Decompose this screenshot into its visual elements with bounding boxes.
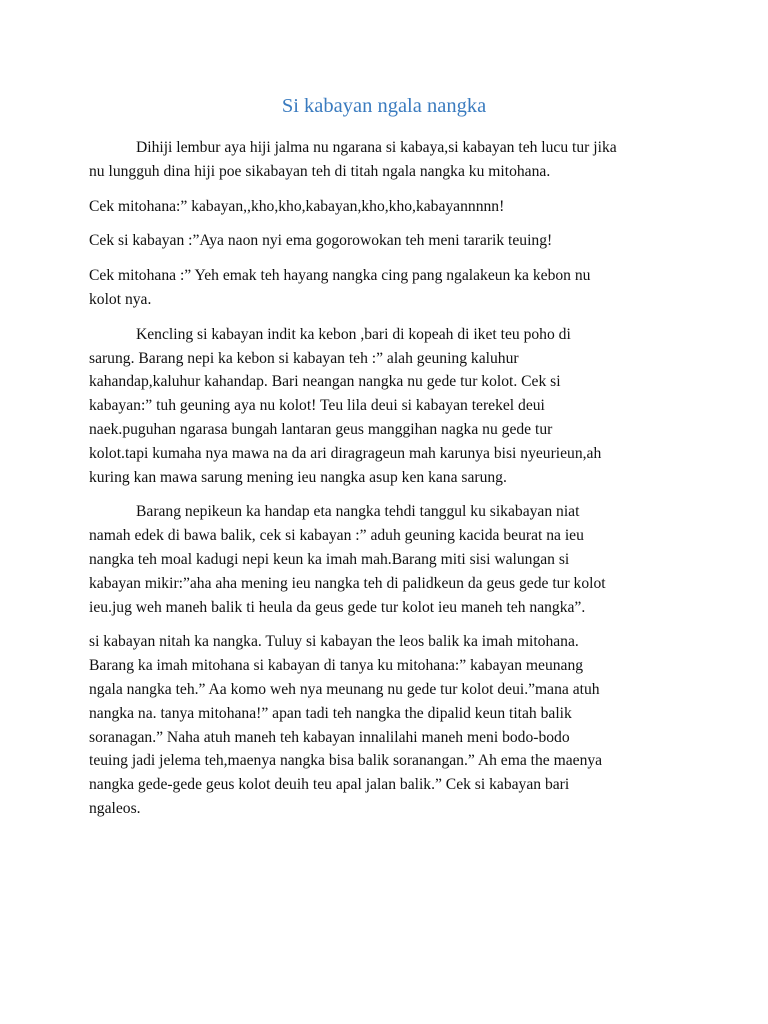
paragraph-line: nangka gede-gede geus kolot deuih teu apal jalan balik.” Cek si kabayan bari	[89, 776, 570, 794]
paragraph-line: kabayan:” tuh geuning aya nu kolot! Teu lila deui si kabayan terekel deui	[89, 397, 545, 415]
paragraph-line: kolot nya.	[89, 290, 152, 308]
paragraph-line: kabayan mikir:”aha aha mening ieu nangka teh di palidkeun da geus gede tur kolot	[89, 574, 606, 592]
paragraph-line: ngaleos.	[89, 799, 141, 817]
paragraph-line: kahandap,kaluhur kahandap. Bari neangan nangka nu gede tur kolot. Cek si	[89, 373, 561, 391]
paragraph-line: naek.puguhan ngarasa bungah lantaran geus manggihan nagka nu gede tur	[89, 420, 553, 438]
paragraph-line: soranagan.” Naha atuh maneh teh kabayan innalilahi maneh meni bodo-bodo	[89, 728, 570, 746]
paragraph-line: si kabayan nitah ka nangka. Tuluy si kabayan the leos balik ka imah mitohana.	[89, 633, 579, 651]
document-title: Si kabayan ngala nangka	[281, 95, 487, 117]
paragraph	[89, 136, 689, 184]
paragraph-line: kolot.tapi kumaha nya mawa na da ari diragrageun mah karunya bisi nyeurieun,ah	[89, 444, 602, 462]
paragraph-line: Dihiji lembur aya hiji jalma nu ngarana si kabaya,si kabayan teh lucu tur jika	[136, 139, 617, 156]
paragraph-line: teuing jadi jelema teh,maenya nangka bisa balik soranangan.” Ah ema the maenya	[89, 752, 603, 770]
paragraph-line: Barang ka imah mitohana si kabayan di tanya ku mitohana:” kabayan meunang	[89, 657, 584, 675]
paragraph-line: nu lungguh dina hiji poe sikabayan teh di titah ngala nangka ku mitohana.	[89, 162, 551, 180]
paragraph	[89, 229, 689, 253]
paragraph	[89, 630, 689, 820]
document-body	[89, 136, 689, 832]
paragraph	[89, 323, 689, 490]
paragraph-line: nangka na. tanya mitohana!” apan tadi teh nangka the dipalid keun titah balik	[89, 704, 572, 722]
paragraph	[89, 500, 689, 619]
paragraph-line: kuring kan mawa sarung mening ieu nangka asup ken kana sarung.	[89, 468, 507, 486]
paragraph-line: Cek mitohana :” Yeh emak teh hayang nangka cing pang ngalakeun ka kebon nu	[89, 267, 591, 285]
paragraph-line: sarung. Barang nepi ka kebon si kabayan teh :” alah geuning kaluhur	[89, 349, 519, 367]
paragraph-line: nangka teh moal kadugi nepi keun ka imah mah.Barang miti sisi walungan si	[89, 550, 570, 568]
paragraph-line: ieu.jug weh maneh balik ti heula da geus gede tur kolot ieu maneh teh nangka”.	[89, 598, 586, 616]
paragraph-line: Kencling si kabayan indit ka kebon ,bari di kopeah di iket teu poho di	[136, 325, 571, 343]
paragraph-line: ngala nangka teh.” Aa komo weh nya meunang nu gede tur kolot deui.”mana atuh	[89, 680, 600, 698]
paragraph-line: Cek si kabayan :”Aya naon nyi ema gogorowokan teh meni tararik teuing!	[89, 232, 553, 250]
paragraph-line: Barang nepikeun ka handap eta nangka tehdi tanggul ku sikabayan niat	[136, 503, 580, 521]
paragraph	[89, 264, 689, 312]
paragraph-line: Cek mitohana:” kabayan,,kho,kho,kabayan,kho,kho,kabayannnnn!	[89, 197, 505, 215]
paragraph-line: namah edek di bawa balik, cek si kabayan :” aduh geuning kacida beurat na ieu	[89, 527, 584, 545]
paragraph	[89, 195, 689, 219]
